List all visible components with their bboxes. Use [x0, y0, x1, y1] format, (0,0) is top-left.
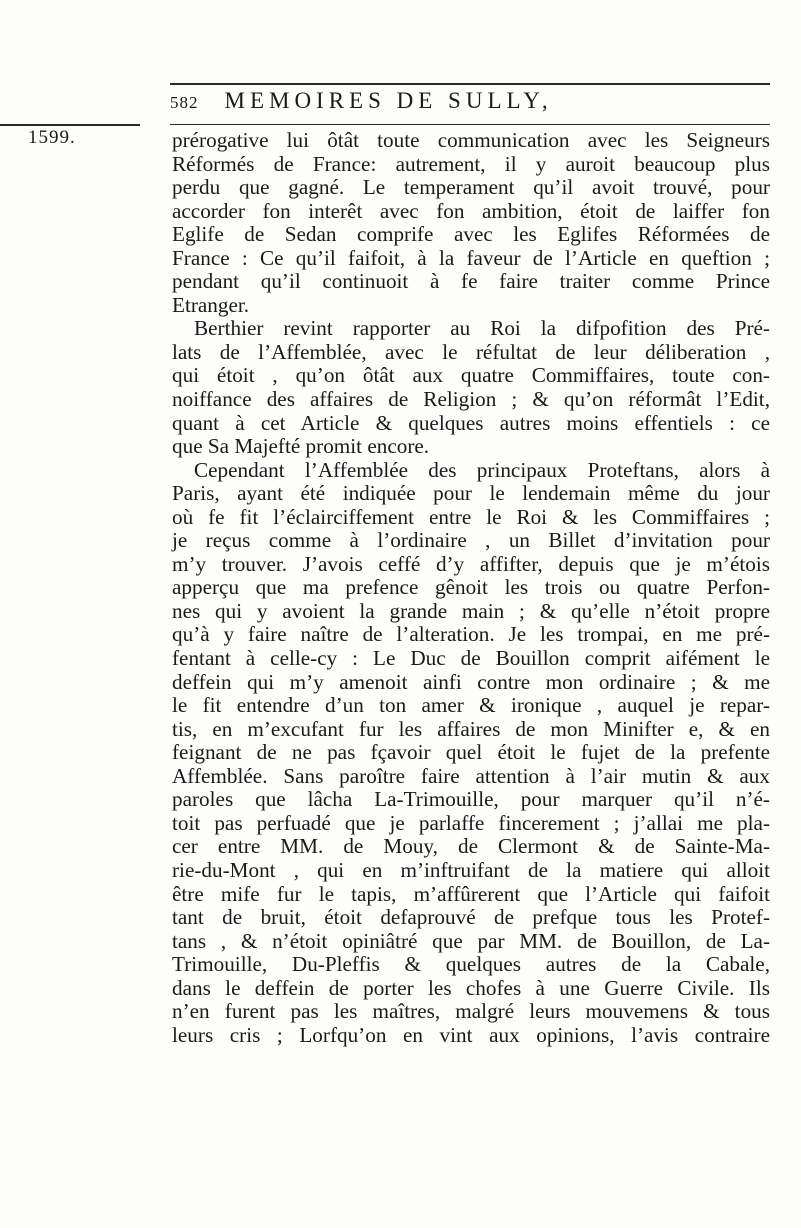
- text-line: tans , & n’étoit opiniâtré que par MM. de Bouillon, de La-: [172, 928, 770, 953]
- text-line: feignant de ne pas fçavoir quel étoit le fujet de la prefente: [172, 740, 770, 765]
- text-line: paroles que lâcha La-Trimouille, pour marquer qu’il n’é-: [172, 787, 770, 812]
- text-line: noiffance des affaires de Religion ; & qu’on réformât l’Edit,: [172, 387, 770, 412]
- text-line: que Sa Majefté promit encore.: [172, 434, 430, 459]
- text-line: Cependant l’Affemblée des principaux Proteftans, alors à: [194, 457, 770, 482]
- header-rule: [170, 124, 770, 125]
- text-line: deffein qui m’y amenoit ainfi contre mon ordinaire ; & me: [172, 669, 770, 694]
- text-line: Réformés de France: autrement, il y auroit beaucoup plus: [172, 151, 770, 176]
- text-line: Paris, ayant été indiquée pour le lendemain même du jour: [172, 481, 770, 506]
- text-line: nes qui y avoient la grande main ; & qu’elle n’étoit propre: [172, 598, 770, 623]
- margin-year-note: 1599.: [28, 127, 76, 148]
- text-line: prérogative lui ôtât toute communication avec les Seigneurs: [172, 128, 770, 152]
- text-line: France : Ce qu’il faifoit, à la faveur de l’Article en queftion ;: [172, 245, 770, 270]
- body-text: [172, 129, 770, 1047]
- text-line: Berthier revint rapporter au Roi la difpofition des Pré-: [194, 316, 770, 341]
- text-line: accorder fon interêt avec fon ambition, étoit de laiffer fon: [172, 198, 770, 223]
- text-line: où fe fit l’éclairciffement entre le Roi & les Commiffaires ;: [172, 504, 770, 529]
- header-top-rule: [170, 83, 770, 85]
- text-line: dans le deffein de porter les chofes à une Guerre Civile. Ils: [172, 975, 770, 1000]
- text-line: fentant à celle-cy : Le Duc de Bouillon comprit aifément le: [172, 646, 770, 671]
- text-line: toit pas perfuadé que je parlaffe fincerement ; j’allai me pla-: [172, 810, 770, 835]
- text-line: je reçus comme à l’ordinaire , un Billet d’invitation pour: [172, 528, 770, 553]
- text-line: Etranger.: [172, 292, 250, 317]
- text-line: rie-du-Mont , qui en m’inftruifant de la matiere qui alloit: [172, 857, 770, 882]
- text-line: qui étoit , qu’on ôtât aux quatre Commiffaires, toute con-: [172, 363, 770, 388]
- text-line: le fit entendre d’un ton amer & ironique , auquel je repar-: [172, 693, 770, 718]
- margin-rule: [0, 124, 140, 126]
- text-line: perdu que gagné. Le temperament qu’il avoit trouvé, pour: [172, 175, 770, 200]
- running-head: MEMOIRES DE SULLY,: [224, 88, 553, 113]
- text-line: m’y trouver. J’avois ceffé d’y affifter, depuis que je m’étois: [172, 551, 770, 576]
- text-line: pendant qu’il continuoit à fe faire traiter comme Prince: [172, 269, 770, 294]
- text-line: Trimouille, Du-Pleffis & quelques autres de la Cabale,: [172, 952, 770, 977]
- text-line: être mife fur le tapis, m’affûrerent que l’Article qui faifoit: [172, 881, 770, 906]
- text-line: Eglife de Sedan comprife avec les Eglifes Réformées de: [172, 222, 770, 247]
- text-line: quant à cet Article & quelques autres moins effentiels : ce: [172, 410, 770, 435]
- text-line: n’en furent pas les maîtres, malgré leurs mouvemens & tous: [172, 999, 770, 1024]
- text-line: leurs cris ; Lorfqu’on en vint aux opinions, l’avis contraire: [172, 1022, 770, 1047]
- text-line: cer entre MM. de Mouy, de Clermont & de Sainte-Ma-: [172, 834, 770, 859]
- text-line: apperçu que ma prefence gênoit les trois ou quatre Perfon-: [172, 575, 770, 600]
- text-line: lats de l’Affemblée, avec le réfultat de leur déliberation ,: [172, 339, 770, 364]
- page-number: 582: [170, 93, 199, 112]
- text-line: tant de bruit, étoit defaprouvé de prefque tous les Protef-: [172, 905, 770, 930]
- page-header: [170, 88, 770, 122]
- text-line: Affemblée. Sans paroître faire attention à l’air mutin & aux: [172, 763, 770, 788]
- text-line: qu’à y faire naître de l’alteration. Je les trompai, en me pré-: [172, 622, 770, 647]
- text-line: tis, en m’excufant fur les affaires de mon Minifter e, & en: [172, 716, 770, 741]
